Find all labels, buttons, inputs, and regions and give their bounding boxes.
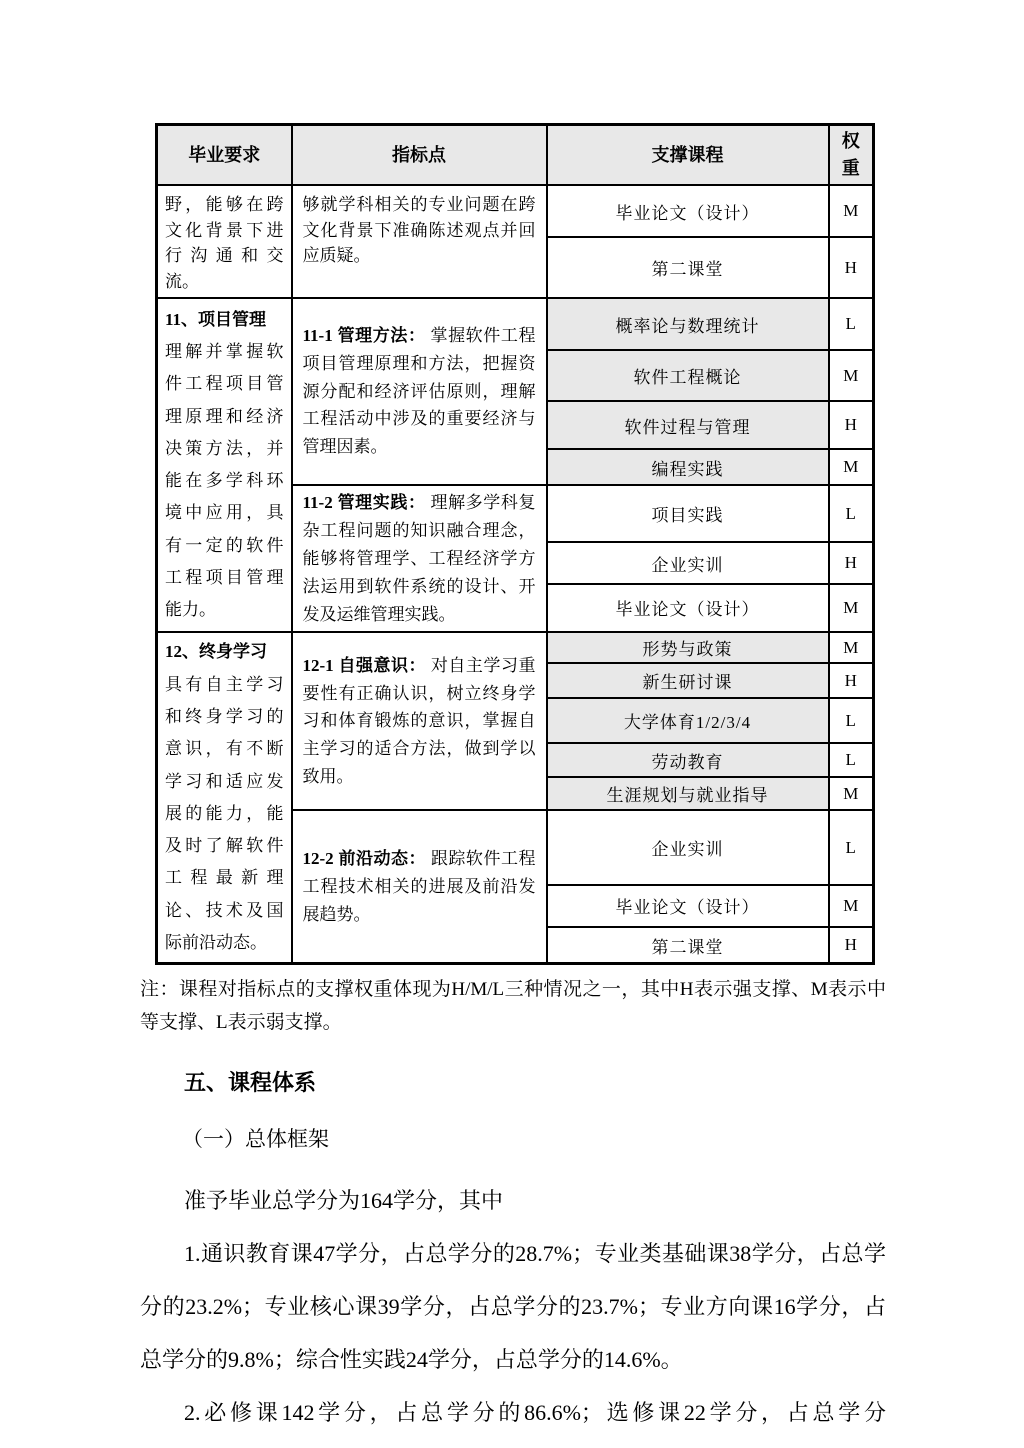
requirement-title: 11、项目管理	[165, 309, 267, 329]
paragraph-required-elective: 2.必修课142学分，占总学分的86.6%；选修课22学分，占总学分	[184, 1399, 886, 1425]
weight-value: M	[843, 783, 859, 803]
indicator-text: 对自主学习重要性有正确认识，树立终身学习和体育锻炼的意识，掌握自主学习的适合方法，做到学以致用。	[302, 655, 536, 787]
weight-cell	[829, 237, 874, 298]
weight-value: M	[843, 597, 859, 617]
course-cell	[547, 632, 829, 663]
col-header-weight: 权重	[829, 125, 874, 186]
requirement-cell	[157, 185, 292, 298]
weight-value: L	[845, 314, 856, 333]
course-name: 概率论与数理统计	[615, 316, 760, 336]
indicator-cell	[292, 485, 547, 632]
weight-cell	[829, 350, 874, 401]
course-name: 劳动教育	[651, 752, 724, 772]
course-name: 项目实践	[651, 506, 724, 526]
course-cell	[547, 927, 829, 964]
weight-cell	[829, 485, 874, 542]
course-cell	[547, 663, 829, 698]
indicator-text: 够就学科相关的专业问题在跨文化背景下准确陈述观点并回应质疑。	[302, 195, 536, 265]
course-name: 软件过程与管理	[624, 417, 751, 437]
course-name: 编程实践	[651, 459, 724, 479]
weight-cell	[829, 698, 874, 743]
requirement-text: 具有自主学习和终身学习的意识，有不断学习和适应发展的能力，能及时了解软件工程最新理论、技术及国际前沿动态。	[165, 674, 284, 953]
col-header-indicator: 指标点	[292, 125, 547, 186]
course-cell	[547, 298, 829, 350]
course-cell	[547, 449, 829, 485]
subsection-heading: （一）总体框架	[182, 1126, 329, 1151]
indicator-cell	[292, 810, 547, 963]
requirement-cell	[157, 298, 292, 632]
indicator-title: 12-1 自强意识：	[302, 655, 427, 675]
weight-value: M	[843, 201, 859, 221]
weight-cell	[829, 542, 874, 583]
course-name: 毕业论文（设计）	[615, 600, 760, 620]
table-header-row	[157, 125, 874, 186]
weight-value: M	[843, 365, 859, 385]
course-cell	[547, 350, 829, 401]
course-cell	[547, 485, 829, 542]
col-header-requirement: 毕业要求	[157, 125, 292, 186]
weight-cell	[829, 584, 874, 633]
course-name: 第二课堂	[651, 260, 724, 280]
requirement-text: 理解并掌握软件工程项目管理原理和经济决策方法，并能在多学科环境中应用，具有一定的软件工程项目管理能力。	[165, 342, 284, 620]
indicator-text: 掌握软件工程项目管理原理和方法，把握资源分配和经济评估原则，理解工程活动中涉及的重要经济与管理因素。	[302, 325, 536, 457]
weight-cell	[829, 743, 874, 777]
indicator-cell	[292, 632, 547, 810]
weight-cell	[829, 185, 874, 237]
course-cell	[547, 401, 829, 449]
weight-value: M	[843, 637, 859, 657]
course-cell	[547, 185, 829, 237]
weight-value: H	[844, 257, 857, 277]
weight-value: L	[845, 750, 856, 770]
course-cell	[547, 542, 829, 583]
page-content	[140, 123, 886, 1439]
requirement-text: 野，能够在跨文化背景下进行沟通和交流。	[165, 195, 284, 291]
weight-cell	[829, 401, 874, 449]
course-cell	[547, 237, 829, 298]
course-name: 大学体育1/2/3/4	[623, 713, 752, 733]
weight-cell	[829, 632, 874, 663]
indicator-cell	[292, 298, 547, 485]
course-cell	[547, 777, 829, 810]
weight-cell	[829, 810, 874, 884]
weight-value: M	[843, 895, 859, 915]
course-name: 形势与政策	[642, 640, 733, 660]
course-name: 新生研讨课	[642, 673, 733, 693]
weight-value: M	[843, 457, 859, 476]
support-matrix-table	[155, 123, 875, 965]
indicator-text: 跟踪软件工程工程技术相关的进展及前沿发展趋势。	[302, 849, 536, 924]
indicator-cell	[292, 185, 547, 298]
course-cell	[547, 885, 829, 927]
indicator-text: 理解多学科复杂工程问题的知识融合理念，能够将管理学、工程经济学方法运用到软件系统的设计、开发及运维管理实践。	[302, 493, 536, 624]
weight-value: H	[844, 553, 857, 572]
course-name: 第二课堂	[651, 937, 724, 957]
weight-cell	[829, 449, 874, 485]
weight-cell	[829, 885, 874, 927]
table-note: 注：课程对指标点的支撑权重体现为H/M/L三种情况之一，其中H表示强支撑、M表示中等支撑、L表示弱支撑。	[140, 979, 886, 1034]
course-name: 企业实训	[651, 840, 724, 860]
course-name: 企业实训	[651, 555, 724, 575]
weight-value: L	[845, 503, 856, 523]
indicator-title: 12-2 前沿动态：	[302, 849, 427, 869]
course-name: 生涯规划与就业指导	[606, 786, 769, 806]
paragraph-total-credits: 准予毕业总学分为164学分，其中	[184, 1187, 504, 1213]
course-name: 毕业论文（设计）	[615, 898, 760, 918]
course-cell	[547, 698, 829, 743]
weight-cell	[829, 663, 874, 698]
weight-cell	[829, 777, 874, 810]
indicator-title: 11-1 管理方法：	[302, 325, 426, 345]
weight-value: H	[844, 670, 857, 690]
table-row	[157, 298, 874, 350]
weight-value: H	[844, 415, 857, 434]
weight-cell	[829, 298, 874, 350]
course-cell	[547, 743, 829, 777]
table-row	[157, 185, 874, 237]
weight-cell	[829, 927, 874, 964]
course-cell	[547, 810, 829, 884]
indicator-title: 11-2 管理实践：	[302, 493, 426, 512]
weight-value: H	[844, 935, 857, 955]
course-name: 软件工程概论	[633, 368, 742, 387]
col-header-courses: 支撑课程	[547, 125, 829, 186]
paragraph-course-breakdown: 1.通识教育课47学分，占总学分的28.7%；专业类基础课38学分，占总学分的23.2%；专业核心课39学分，占总学分的23.7%；专业方向课16学分，占总学分的9.8%；综合性实践24学分，占总学分的14.6%。	[140, 1240, 887, 1372]
course-cell	[547, 584, 829, 633]
course-name: 毕业论文（设计）	[615, 203, 760, 223]
section-heading: 五、课程体系	[184, 1069, 317, 1095]
weight-value: L	[845, 710, 856, 730]
table-row	[157, 632, 874, 663]
requirement-title: 12、终身学习	[165, 642, 267, 662]
requirement-cell	[157, 632, 292, 963]
weight-value: L	[845, 837, 856, 857]
